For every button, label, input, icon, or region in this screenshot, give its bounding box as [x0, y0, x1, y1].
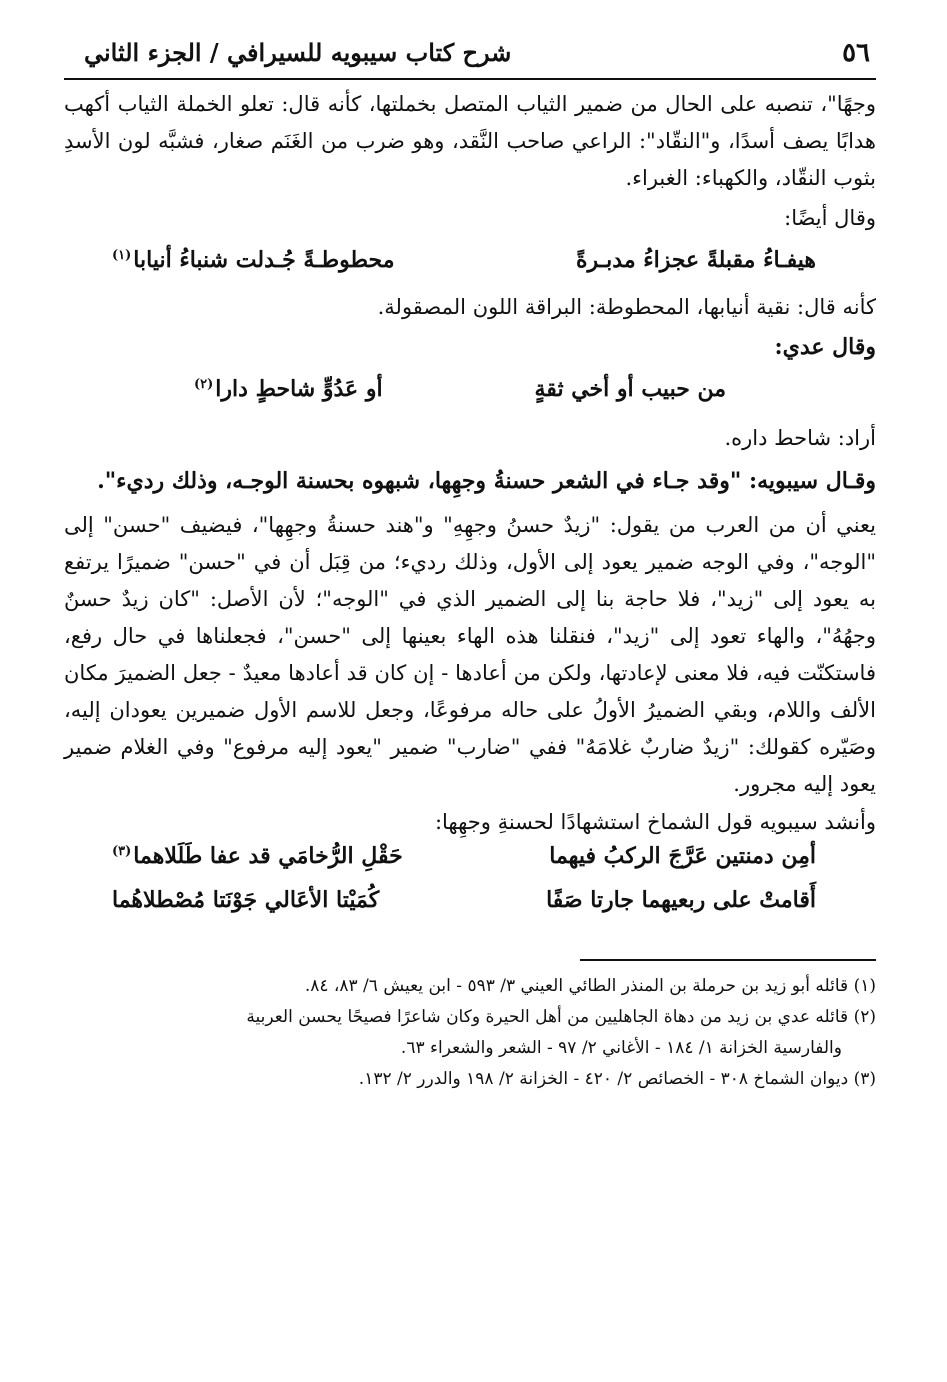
verse-3-second-hemistich [112, 843, 403, 869]
verse-2-second-hemistich [194, 376, 383, 402]
verse-4-second-hemistich: كُمَيْتا الأعَالي جَوْنَتا مُصْطلاهُما [112, 887, 380, 913]
verse-intro-2: وقال عدي: [774, 334, 876, 360]
verse-2-first-hemistich: من حبيب أو أخي ثقةٍ [534, 376, 726, 402]
page-number: ٥٦ [842, 38, 870, 68]
footnote-1: (١) قائله أبو زيد بن حرملة بن المنذر الطائي العيني ٣/ ٥٩٣ - ابن يعيش ٦/ ٨٣، ٨٤. [304, 976, 876, 996]
paragraph-commentary: يعني أن من العرب من يقول: "زيدٌ حسنُ وجهِهِ" و"هند حسنةُ وجهِها"، فيضيف "حسن" إلى "الوجه"، وفي الوجه ضمير يعود إلى الأول، وذلك رديء؛ من قِبَل أن في "حسن" ضميرًا يرتفع به يعود إلى "زيد"، فلا حاجة بنا إلى الضمير الذي في "الوجه"؛ لأن الأصل: "كان زيدٌ حسنٌ وجهُهُ"، والهاء تعود إلى "زيد"، فنقلنا هذه الهاء بعينها إلى "حسن"، فجعلناها في حال رفع، فاستكنّت فيه، فلا معنى لإعادتها، ولكن من أعادها - إن كان قد أعادها معيدٌ - جعل الضميرَ مكان الألف واللام، وبقي الضميرُ الأولُ على حاله مرفوعًا، وجعل للاسم الأول ضميرين يعودان إليه، وصَيّره كقولك: "زيدٌ ضاربٌ غلامَهُ" ففي "ضارب" ضمير "يعود إليه مرفوع" وفي الغلام ضمير يعود إليه مجرور. [64, 513, 876, 796]
footnote-2-continued: والفارسية الخزانة ١/ ١٨٤ - الأغاني ٢/ ٩٧ - الشعر والشعراء ٦٣. [400, 1038, 842, 1058]
verse-line-3 [64, 841, 876, 885]
verse-1-second-text: محطوطـةً جُـدلت شنباءُ أنيابا [133, 247, 395, 273]
verse-1-first-hemistich: هيفـاءُ مقبلةً عجزاءُ مدبـرةً [576, 247, 816, 273]
footnote-ref-2: (٢) [194, 376, 214, 392]
footnote-2: (٢) قائله عدي بن زيد من دهاة الجاهليين من أهل الحيرة وكان شاعرًا فصيحًا يحسن العربية [246, 1007, 876, 1027]
book-page [64, 28, 876, 1095]
verse-3-first-hemistich: أمِن دمنتين عَرَّجَ الركبُ فيهما [549, 843, 816, 869]
verse-line-2 [64, 368, 876, 416]
verse-line-1 [64, 239, 876, 287]
paragraph-3: أراد: شاحط داره. [724, 426, 876, 450]
footnotes [64, 971, 876, 1095]
page-header [64, 28, 876, 80]
footnote-3: (٣) ديوان الشماخ ٣٠٨ - الخصائص ٢/ ٤٢٠ - الخزانة ٢/ ١٩٨ والدرر ٢/ ١٣٢. [358, 1069, 876, 1089]
verse-intro-1: وقال أيضًا: [784, 206, 876, 230]
verse-1-second-hemistich [112, 247, 394, 273]
footnote-ref-1: (١) [112, 247, 132, 263]
verse-intro-3: وأنشد سيبويه قول الشماخ استشهادًا لحسنةِ وجهِها: [434, 810, 876, 834]
verse-line-4 [64, 885, 876, 929]
paragraph-1: وجهًا"، تنصبه على الحال من ضمير الثياب المتصل بخملتها، كأنه قال: تعلو الخملة الثياب أكهب هدابًا يصف أسدًا، و"النقّاد": الراعي صاحب النَّقد، وهو ضرب من الغَنَم صغار، فشبَّه لون الأسدِ بثوب النقّاد، والكهباء: الغبراء. [64, 92, 876, 190]
sibawayh-quote: وقـال سيبويه: "وقد جـاء في الشعر حسنةُ وجهِها، شبهوه بحسنة الوجـه، وذلك رديء". [97, 468, 876, 494]
verse-3-second-text: حَقْلِ الرُّخامَي قد عفا طَلَلاهما [133, 843, 403, 869]
verse-2-second-text: أو عَدُوٍّ شاحطٍ دارا [215, 376, 383, 402]
running-title: شرح كتاب سيبويه للسيرافي / الجزء الثاني [84, 38, 512, 67]
footnote-ref-3: (٣) [112, 843, 132, 859]
verse-4-first-hemistich: أَقامتْ على ربعيهما جارتا صَفًا [546, 887, 816, 913]
paragraph-2: كأنه قال: نقية أنيابها، المحطوطة: البراقة اللون المصقولة. [377, 295, 876, 319]
footnote-divider [580, 959, 876, 961]
